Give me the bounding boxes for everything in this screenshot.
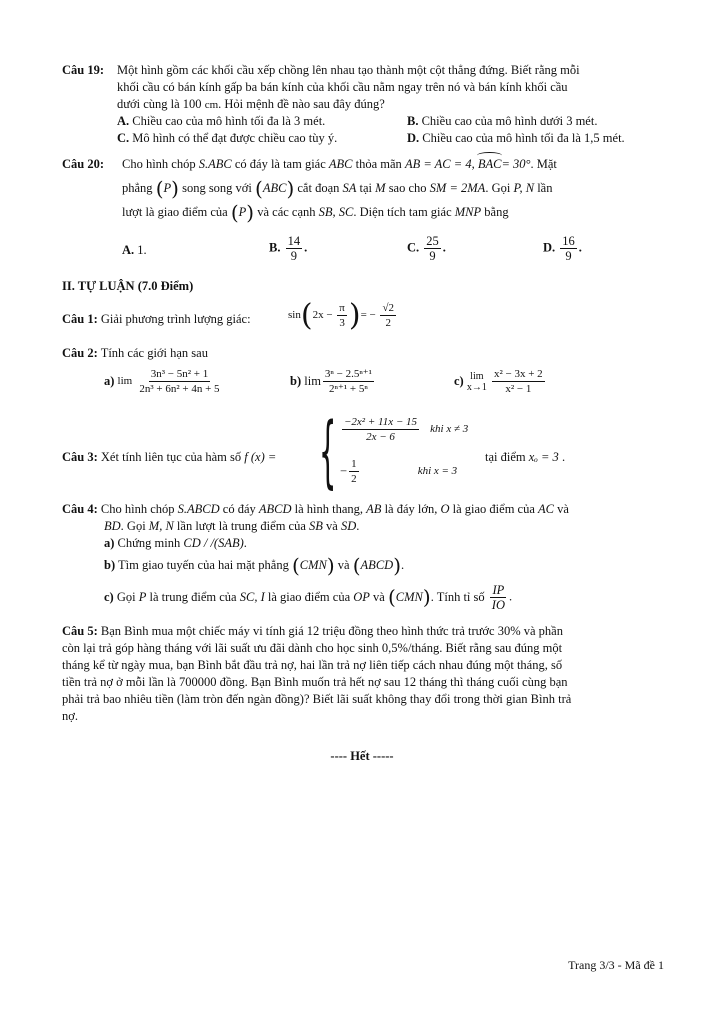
q20-label: Câu 20: [62,157,105,171]
section-title: II. TỰ LUẬN (7.0 Điểm) [62,279,194,293]
task-5-line2: còn lại trả góp hàng tháng với lãi suất ưu đãi dành cho học sinh 0,5%/tháng. Biết rằng sau đúng một [62,641,563,655]
question-20 [62,156,662,284]
task-5-line3: tháng kể từ ngày mua, bạn Bình bắt đầu trả nợ, hai lần trả nợ liên tiếp cách nhau đúng một tháng, số [62,658,563,672]
q20-option-a: A. 1. [122,243,147,257]
q19-unit: cm [204,99,219,111]
task-2: Câu 2: Tính các giới hạn sau a) lim $\frac{\text{3n³ − 5n² + 1}}{\text{2n³ + 6n² + 4n + 5}}$ b) lim $\frac{\text{3ⁿ − 2.5ⁿ⁺¹}}{\text{2ⁿ⁺¹ + 5ⁿ}}$ c) lim x→1 $\frac{\text{x² − 3x + 2}}{\text{x² − 1}}$ [62,345,662,409]
q19-line3b: . Hỏi mệnh đề nào sau đây đúng? [218,97,385,111]
q19-line2: khối cầu có bán kính gấp ba bán kính của khối cầu nằm ngay trên nó và bán kính khối cầu [117,80,568,94]
q20-option-b: B. $\frac{14}{9}$ . [269,234,308,263]
q19-line1: Một hình gồm các khối cầu xếp chồng lên nhau tạo thành một cột thẳng đứng. Biết rằng mỗi [117,63,580,77]
q20-option-d: D. $\frac{16}{9}$ . [543,234,582,263]
page-footer: Trang 3/3 - Mã đề 1 [568,958,664,972]
task-2b: b) lim $\frac{\text{3ⁿ − 2.5ⁿ⁺¹}}{\text{2ⁿ⁺¹ + 5ⁿ}}$ [290,368,372,395]
q20-line2: phẳng (P) song song với (ABC) cắt đoạn SA tại M sao cho SM = 2MA. Gọi P, N lần [122,176,553,201]
case-2: − $\frac{1}{2}$ khi x = 3 [340,458,458,485]
q19-option-a-label: A. [117,114,130,128]
q19-option-d: Chiều cao của mô hình tối đa là 1,5 mét. [422,131,625,145]
task-4-line1: Câu 4: Cho hình chóp S.ABCD có đáy ABCD là hình thang, AB là đáy lớn, O là giao điểm của AC và [62,502,569,516]
q19-label: Câu 19: [62,63,105,77]
q20-line3: lượt là giao điểm của (P) và các cạnh SB, SC. Diện tích tam giác MNP bằng [122,200,509,225]
task-3: Câu 3: Xét tính liên tục của hàm số f (x) = { $\frac{\text{−2x² + 11x − 15}}{2x - 6}$ khi x ≠ 3 − $\frac{1}{2}$ khi x = 3 tại điểm xₒ = 3 . [62,407,566,497]
task-2a: a) lim $\frac{\text{3n³ − 5n² + 1}}{\text{2n³ + 6n² + 4n + 5}}$ [104,368,220,395]
angle-bac: BAC [477,157,502,171]
q20-line1: Cho hình chóp S.ABC có đáy là tam giác ABC thỏa mãn AB = AC = 4, BAC= 30°. Mặt [122,157,557,171]
task-5-line1: Câu 5: Bạn Bình mua một chiếc máy vi tính giá 12 triệu đồng theo hình thức trả trước 30% và phần [62,624,563,638]
task-1-equation: sin(2x − $\frac{\pi}{3}$ )= − $\frac{√2}{2}$ [288,298,395,333]
task-1: Câu 1: Giải phương trình lượng giác: sin(2x − $\frac{\pi}{3}$ )= − $\frac{√2}{2}$ [62,301,662,341]
task-5-line5: phải trả bao nhiêu tiền (làm tròn đến ngàn đồng)? Biết lãi suất không thay đổi trong thời gian Bình trả [62,692,572,706]
exam-page [62,62,662,764]
task-4-line2: BD. Gọi M, N lần lượt là trung điểm của SB và SD. [104,519,360,533]
task-4a: a) Chứng minh CD / /(SAB). [104,536,247,550]
q19-option-d-label: D. [407,131,420,145]
q19-option-a: Chiều cao của mô hình tối đa là 3 mét. [132,114,326,128]
q19-line3a: dưới cùng là 100 [117,97,202,111]
question-19 [62,62,662,146]
task-2c: c) lim x→1 $\frac{\text{x² − 3x + 2}}{\text{x² − 1}}$ [454,368,543,395]
q19-option-c-label: C. [117,131,130,145]
task-5-line6: nợ. [62,709,78,723]
task-4c: c) Gọi P là trung điểm của SC, I là giao điểm của OP và (CMN). Tính tỉ số $\frac{IP}{IO}$ . [104,583,513,612]
q19-option-c: Mô hình có thể đạt được chiều cao tùy ý. [132,131,338,145]
end-marker: ---- Hết ----- [330,749,394,763]
task-4 [62,501,662,619]
task-4b: b) Tìm giao tuyến của hai mặt phẳng (CMN) và (ABCD). [104,553,405,578]
case-1: $\frac{\text{−2x² + 11x − 15}}{2x - 6}$ khi x ≠ 3 [344,416,469,443]
task-5-line4: tiền trả nợ ở mỗi lần là 700000 đồng. Bạn Bình muốn trả hết nợ sau 12 tháng thì tháng cuối cùng bạn [62,675,568,689]
q19-option-b: Chiều cao của mô hình dưới 3 mét. [421,114,598,128]
q20-option-c: C. $\frac{25}{9}$ . [407,234,446,263]
q19-option-b-label: B. [407,114,419,128]
piecewise-brace: { [319,407,337,497]
task-5 [62,623,662,725]
